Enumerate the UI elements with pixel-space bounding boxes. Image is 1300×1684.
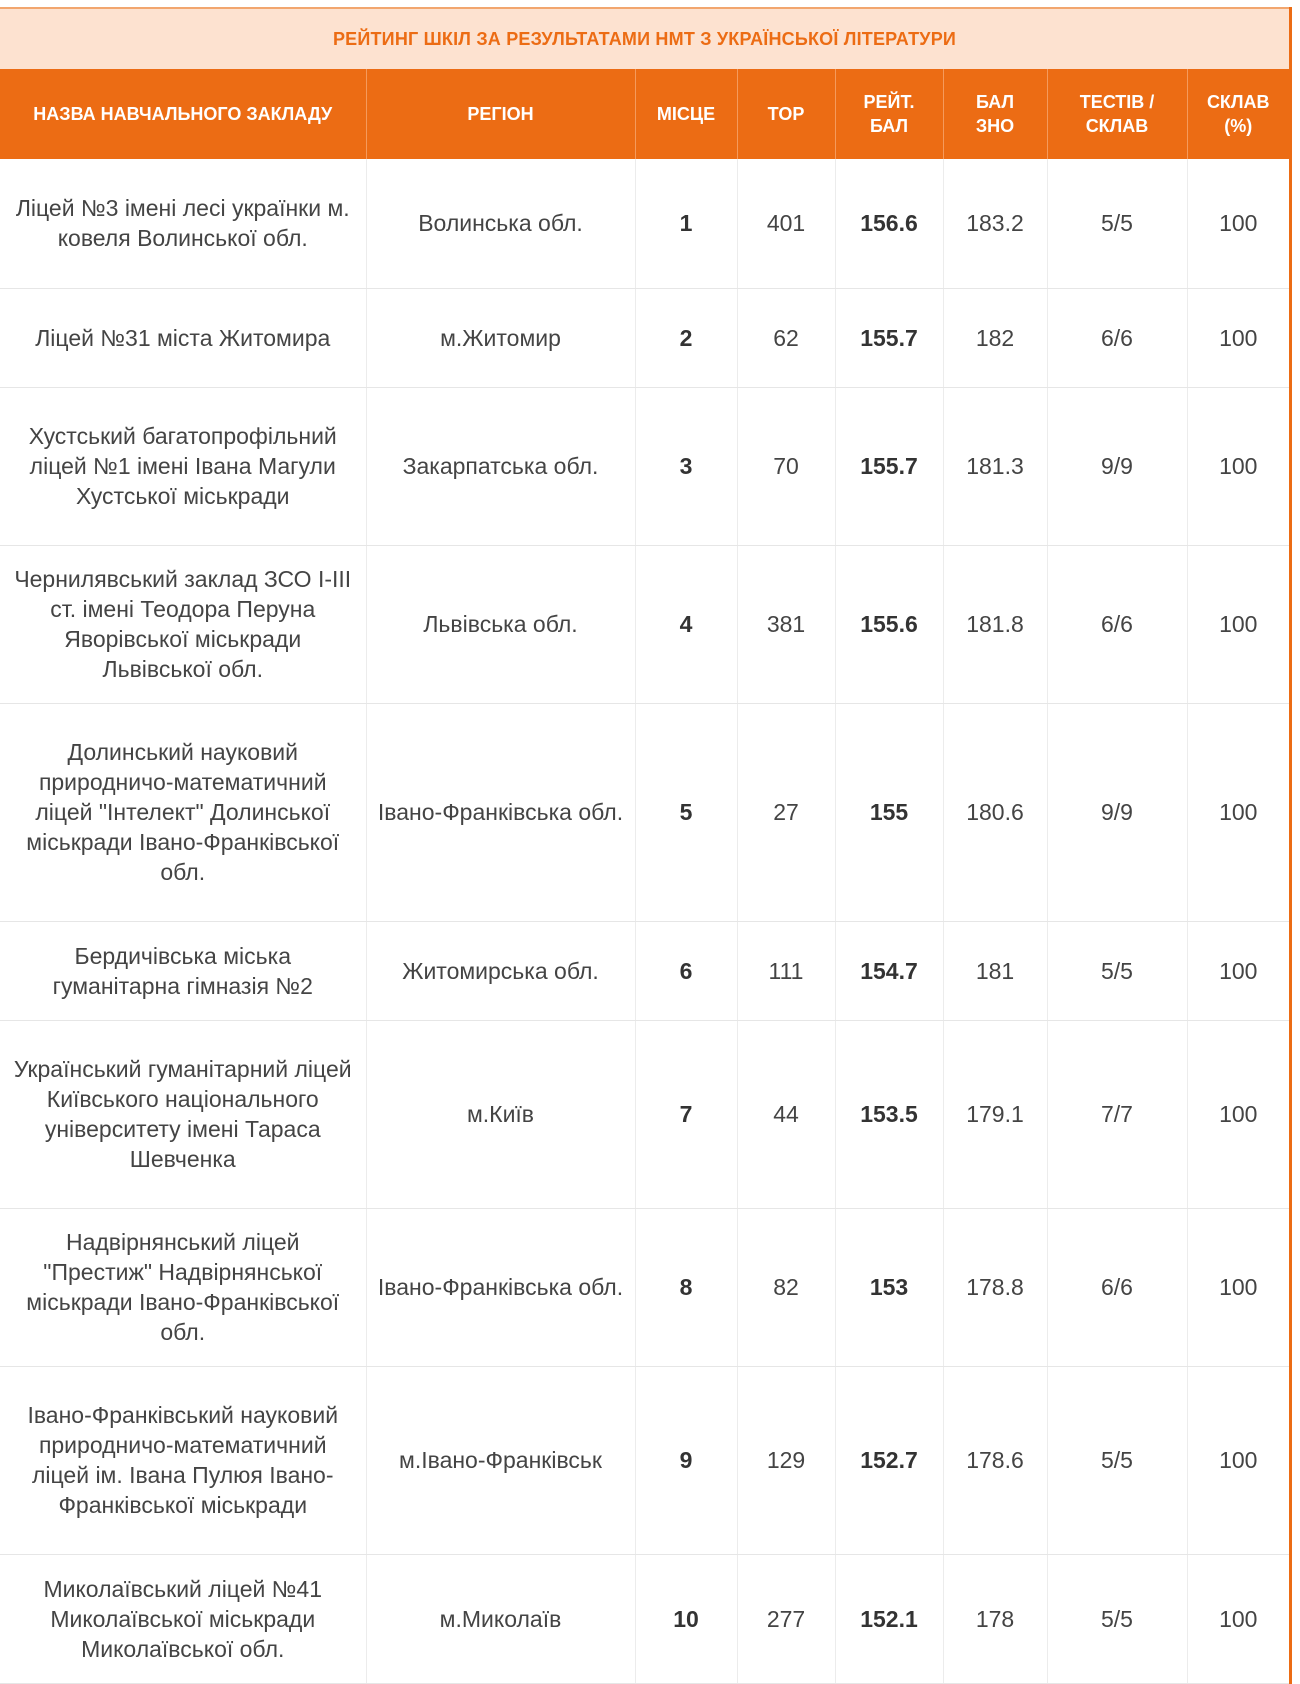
region-cell: м.Миколаїв [366,1554,635,1683]
header-row [0,69,1289,159]
passed-cell: 100 [1187,387,1289,545]
top-cell: 27 [737,703,835,921]
place-cell: 5 [635,703,737,921]
tests-cell: 5/5 [1047,921,1187,1020]
tests-cell: 6/6 [1047,288,1187,387]
rating-cell: 152.1 [835,1554,943,1683]
zno-cell: 181.3 [943,387,1047,545]
region-cell: м.Івано-Франківськ [366,1366,635,1554]
place-cell: 4 [635,545,737,703]
tests-cell: 5/5 [1047,1366,1187,1554]
rating-cell: 153 [835,1208,943,1366]
top-cell: 381 [737,545,835,703]
table-row [0,1208,1289,1366]
table-row [0,1020,1289,1208]
top-cell: 401 [737,159,835,288]
school-name: Бердичівська міська гуманітарна гімназія №2 [0,921,366,1020]
header-rating-line1: РЕЙТ. [863,92,915,112]
header-region: РЕГІОН [366,69,635,159]
rating-cell: 156.6 [835,159,943,288]
passed-cell: 100 [1187,1554,1289,1683]
passed-cell: 100 [1187,1208,1289,1366]
tests-cell: 7/7 [1047,1020,1187,1208]
table-row [0,1366,1289,1554]
table-title: РЕЙТИНГ ШКІЛ ЗА РЕЗУЛЬТАТАМИ НМТ З УКРАЇНСЬКОЇ ЛІТЕРАТУРИ [0,7,1289,69]
tests-cell: 6/6 [1047,1208,1187,1366]
place-cell: 8 [635,1208,737,1366]
header-tests [1047,69,1187,159]
school-name: Івано-Франківський науковий природничо-математичний ліцей ім. Івана Пулюя Івано-Франківської міськради [0,1366,366,1554]
rating-cell: 155.7 [835,387,943,545]
passed-cell: 100 [1187,703,1289,921]
zno-cell: 182 [943,288,1047,387]
rating-cell: 153.5 [835,1020,943,1208]
header-name: НАЗВА НАВЧАЛЬНОГО ЗАКЛАДУ [0,69,366,159]
zno-cell: 179.1 [943,1020,1047,1208]
tests-cell: 6/6 [1047,545,1187,703]
tests-cell: 9/9 [1047,387,1187,545]
region-cell: м.Житомир [366,288,635,387]
header-zno-line2: ЗНО [975,116,1015,136]
rating-cell: 154.7 [835,921,943,1020]
school-name: Хустський багатопрофільний ліцей №1 імені Івана Магули Хустської міськради [0,387,366,545]
passed-cell: 100 [1187,921,1289,1020]
tests-cell: 5/5 [1047,159,1187,288]
header-tests-line2: СКЛАВ [1085,116,1149,136]
region-cell: Івано-Франківська обл. [366,703,635,921]
top-cell: 277 [737,1554,835,1683]
zno-cell: 178 [943,1554,1047,1683]
header-tests-line1: ТЕСТІВ / [1079,92,1155,112]
zno-cell: 183.2 [943,159,1047,288]
top-cell: 44 [737,1020,835,1208]
rating-cell: 152.7 [835,1366,943,1554]
zno-cell: 178.8 [943,1208,1047,1366]
table-row [0,921,1289,1020]
rating-cell: 155.6 [835,545,943,703]
place-cell: 10 [635,1554,737,1683]
school-name: Ліцей №31 міста Житомира [0,288,366,387]
passed-cell: 100 [1187,159,1289,288]
place-cell: 6 [635,921,737,1020]
header-zno-line1: БАЛ [975,92,1015,112]
table-row [0,288,1289,387]
region-cell: Закарпатська обл. [366,387,635,545]
zno-cell: 181.8 [943,545,1047,703]
table-row [0,159,1289,288]
header-passed [1187,69,1289,159]
school-name: Миколаївський ліцей №41 Миколаївської міськради Миколаївської обл. [0,1554,366,1683]
school-name: Надвірнянський ліцей "Престиж" Надвірнянської міськради Івано-Франківської обл. [0,1208,366,1366]
school-name: Чернилявський заклад ЗСО І-ІІІ ст. імені Теодора Перуна Яворівської міськради Львівської обл. [0,545,366,703]
header-rating-line2: БАЛ [869,116,909,136]
top-cell: 111 [737,921,835,1020]
tests-cell: 5/5 [1047,1554,1187,1683]
passed-cell: 100 [1187,288,1289,387]
passed-cell: 100 [1187,1366,1289,1554]
table-row [0,545,1289,703]
header-place: МІСЦЕ [635,69,737,159]
zno-cell: 178.6 [943,1366,1047,1554]
rating-cell: 155.7 [835,288,943,387]
table-row [0,1554,1289,1683]
top-cell: 62 [737,288,835,387]
school-name: Ліцей №3 імені лесі українки м. ковеля Волинської обл. [0,159,366,288]
header-passed-line2: (%) [1224,116,1253,136]
table-row [0,703,1289,921]
zno-cell: 180.6 [943,703,1047,921]
top-cell: 129 [737,1366,835,1554]
header-zno [943,69,1047,159]
tests-cell: 9/9 [1047,703,1187,921]
rating-cell: 155 [835,703,943,921]
header-rating [835,69,943,159]
school-name: Долинський науковий природничо-математичний ліцей "Інтелект" Долинської міськради Івано-Франківської обл. [0,703,366,921]
place-cell: 2 [635,288,737,387]
table-row [0,387,1289,545]
region-cell: м.Київ [366,1020,635,1208]
top-cell: 70 [737,387,835,545]
header-passed-line1: СКЛАВ [1206,92,1270,112]
place-cell: 7 [635,1020,737,1208]
ranking-table-container [0,7,1292,1684]
school-name: Український гуманітарний ліцей Київського національного університету імені Тараса Шевченка [0,1020,366,1208]
passed-cell: 100 [1187,545,1289,703]
region-cell: Львівська обл. [366,545,635,703]
place-cell: 9 [635,1366,737,1554]
passed-cell: 100 [1187,1020,1289,1208]
top-cell: 82 [737,1208,835,1366]
region-cell: Івано-Франківська обл. [366,1208,635,1366]
region-cell: Волинська обл. [366,159,635,288]
ranking-table [0,69,1289,1684]
place-cell: 1 [635,159,737,288]
header-top: TOP [737,69,835,159]
region-cell: Житомирська обл. [366,921,635,1020]
zno-cell: 181 [943,921,1047,1020]
place-cell: 3 [635,387,737,545]
